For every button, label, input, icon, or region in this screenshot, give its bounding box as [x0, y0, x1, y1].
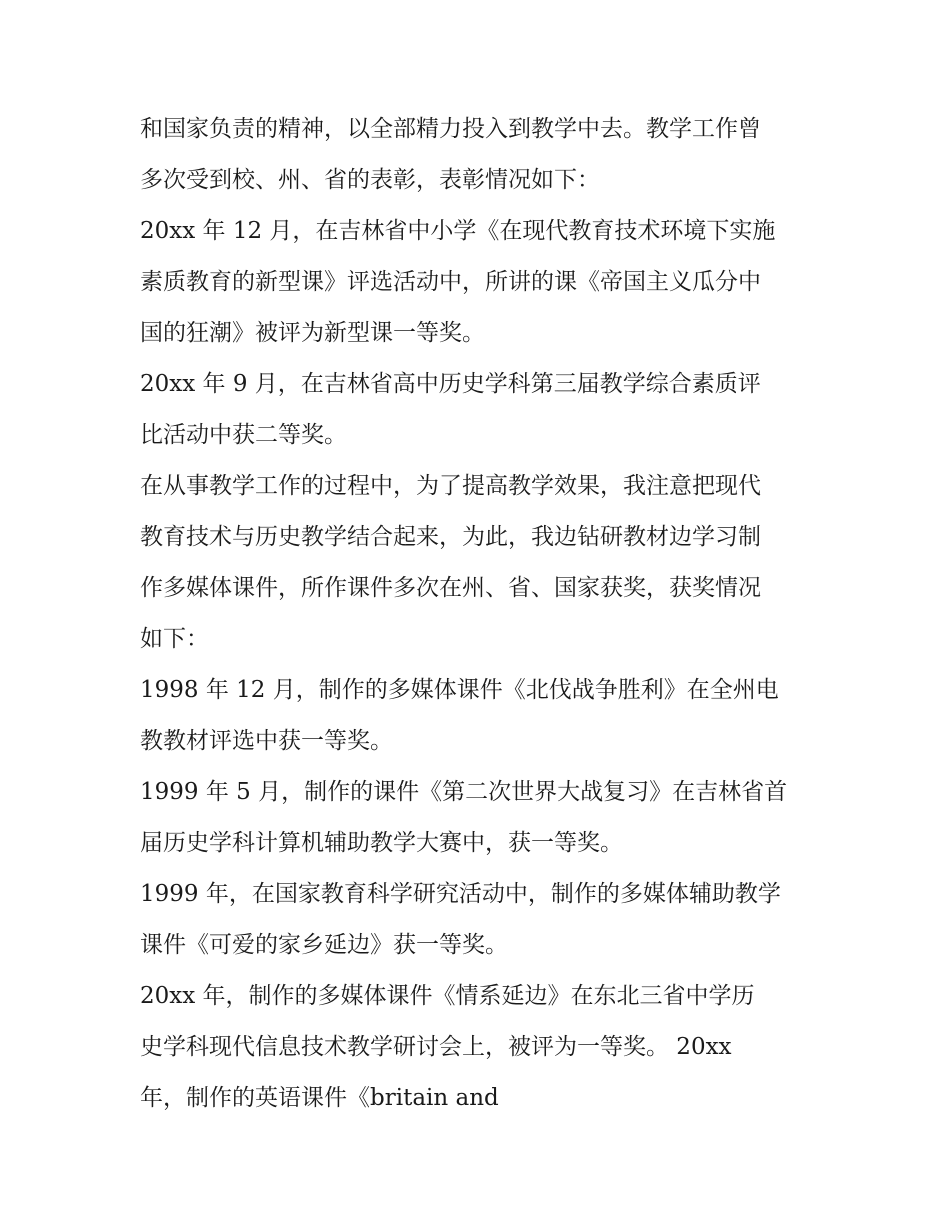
text-line: 史学科现代信息技术教学研讨会上，被评为一等奖。 20xx — [140, 1034, 732, 1060]
text-line: 1998 年 12 月，制作的多媒体课件《北伐战争胜利》在全州电 — [140, 677, 779, 703]
text-line: 教教材评选中获一等奖。 — [140, 728, 393, 754]
text-line: 素质教育的新型课》评选活动中，所讲的课《帝国主义瓜分中 — [140, 269, 761, 295]
text-line: 20xx 年 12 月，在吉林省中小学《在现代教育技术环境下实施 — [140, 218, 776, 244]
text-line: 届历史学科计算机辅助教学大赛中，获一等奖。 — [140, 830, 623, 856]
text-line: 年，制作的英语课件《britain and — [140, 1085, 499, 1111]
text-line: 如下： — [140, 626, 209, 652]
text-line: 在从事教学工作的过程中，为了提高教学效果，我注意把现代 — [140, 473, 761, 499]
text-line: 国的狂潮》被评为新型课一等奖。 — [140, 320, 485, 346]
document-body — [140, 104, 820, 1124]
text-line: 1999 年 5 月，制作的课件《第二次世界大战复习》在吉林省首 — [140, 779, 788, 805]
text-line: 课件《可爱的家乡延边》获一等奖。 — [140, 932, 508, 958]
text-line: 20xx 年 9 月，在吉林省高中历史学科第三届教学综合素质评 — [140, 371, 761, 397]
text-line: 多次受到校、州、省的表彰，表彰情况如下： — [140, 167, 600, 193]
text-line: 和国家负责的精神，以全部精力投入到教学中去。教学工作曾 — [140, 116, 761, 142]
text-line: 比活动中获二等奖。 — [140, 422, 347, 448]
text-line: 教育技术与历史教学结合起来，为此，我边钻研教材边学习制 — [140, 524, 761, 550]
text-line: 作多媒体课件，所作课件多次在州、省、国家获奖，获奖情况 — [140, 575, 761, 601]
text-line: 20xx 年，制作的多媒体课件《情系延边》在东北三省中学历 — [140, 983, 755, 1009]
text-line: 1999 年，在国家教育科学研究活动中，制作的多媒体辅助教学 — [140, 881, 781, 907]
